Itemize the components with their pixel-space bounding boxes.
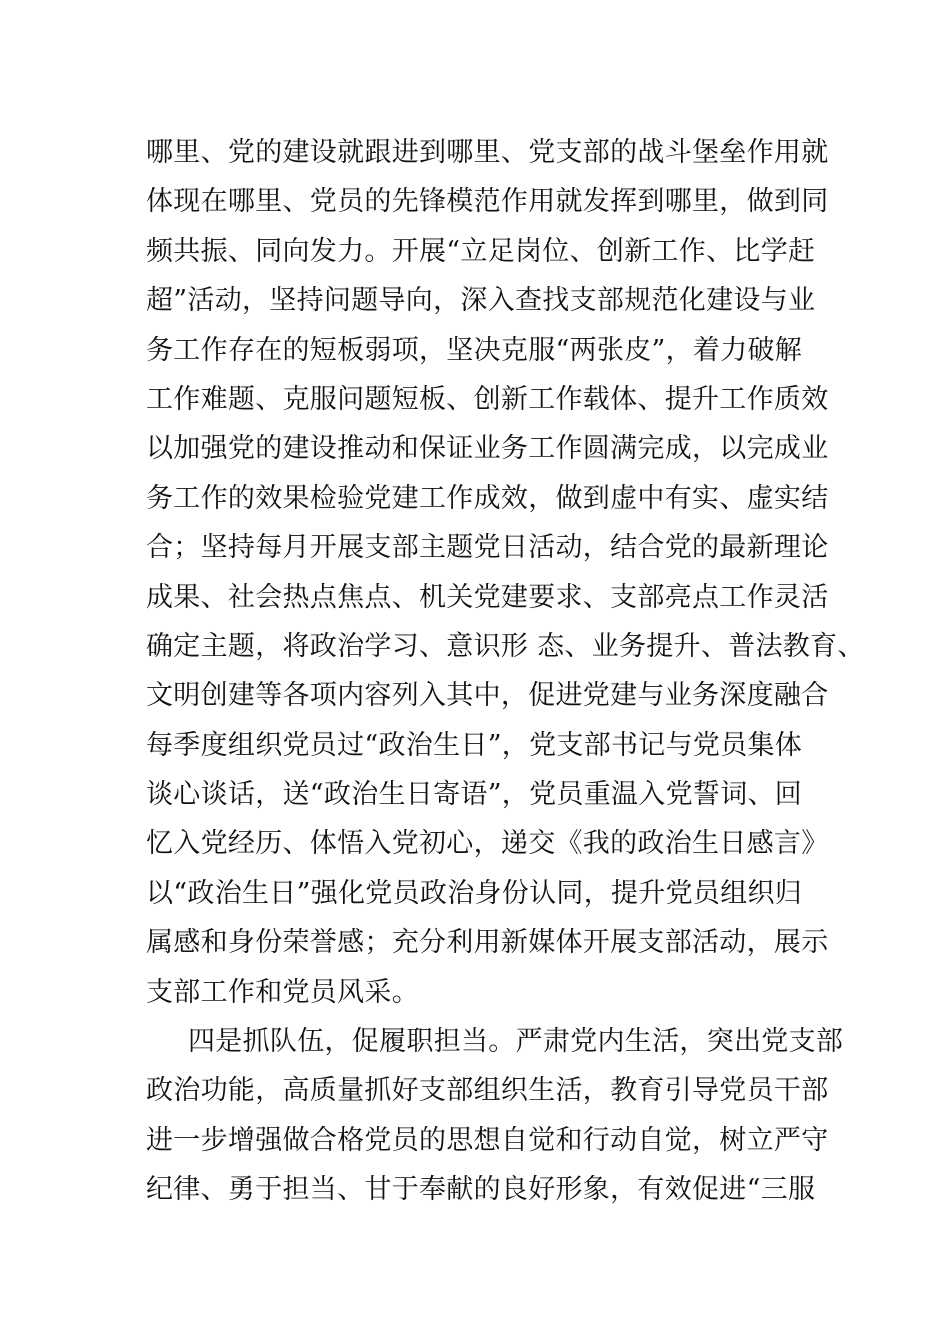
text-line: 文明创建等各项内容列入其中，促进党建与业务深度融合 xyxy=(146,680,829,712)
text-line: 体现在哪里、党员的先锋模范作用就发挥到哪里，做到同 xyxy=(146,186,829,218)
text-line: 属感和身份荣誉感；充分利用新媒体开展支部活动，展示 xyxy=(146,927,829,959)
text-line: 工作难题、克服问题短板、创新工作载体、提升工作质效 xyxy=(146,383,829,415)
text-line: 进一步增强做合格党员的思想自觉和行动自觉，树立严守 xyxy=(146,1124,829,1156)
text-line: 以加强党的建设推动和保证业务工作圆满完成，以完成业 xyxy=(146,433,829,465)
text-line: 政治功能，高质量抓好支部组织生活，教育引导党员干部 xyxy=(146,1075,829,1107)
text-line: 务工作存在的短板弱项，坚决克服“两张皮”，着力破解 xyxy=(146,334,803,366)
text-line: 支部工作和党员风采。 xyxy=(146,976,419,1008)
text-line: 频共振、同向发力。开展“立足岗位、创新工作、比学赶 xyxy=(146,235,816,267)
text-line: 每季度组织党员过“政治生日”，党支部书记与党员集体 xyxy=(146,729,803,761)
text-line: 忆入党经历、体悟入党初心，递交《我的政治生日感言》 xyxy=(146,828,829,860)
document-body xyxy=(146,128,865,1215)
text-line: 成果、社会热点焦点、机关党建要求、支部亮点工作灵活 xyxy=(146,581,829,613)
text-line: 谈心谈话，送“政治生日寄语”，党员重温入党誓词、回 xyxy=(146,779,803,811)
text-line: 确定主题，将政治学习、意识形 态、业务提升、普法教育、 xyxy=(146,630,865,662)
text-line: 务工作的效果检验党建工作成效，做到虚中有实、虚实结 xyxy=(146,482,829,514)
text-line: 合；坚持每月开展支部主题党日活动，结合党的最新理论 xyxy=(146,532,829,564)
text-line: 超”活动，坚持问题导向，深入查找支部规范化建设与业 xyxy=(146,285,816,317)
text-line: 哪里、党的建设就跟进到哪里、党支部的战斗堡垒作用就 xyxy=(146,137,829,168)
paragraph-start-line: 四是抓队伍，促履职担当。严肃党内生活，突出党支部 xyxy=(188,1026,844,1058)
text-line: 纪律、勇于担当、甘于奉献的良好形象，有效促进“三服 xyxy=(146,1174,816,1206)
text-line: 以“政治生日”强化党员政治身份认同，提升党员组织归 xyxy=(146,877,803,909)
